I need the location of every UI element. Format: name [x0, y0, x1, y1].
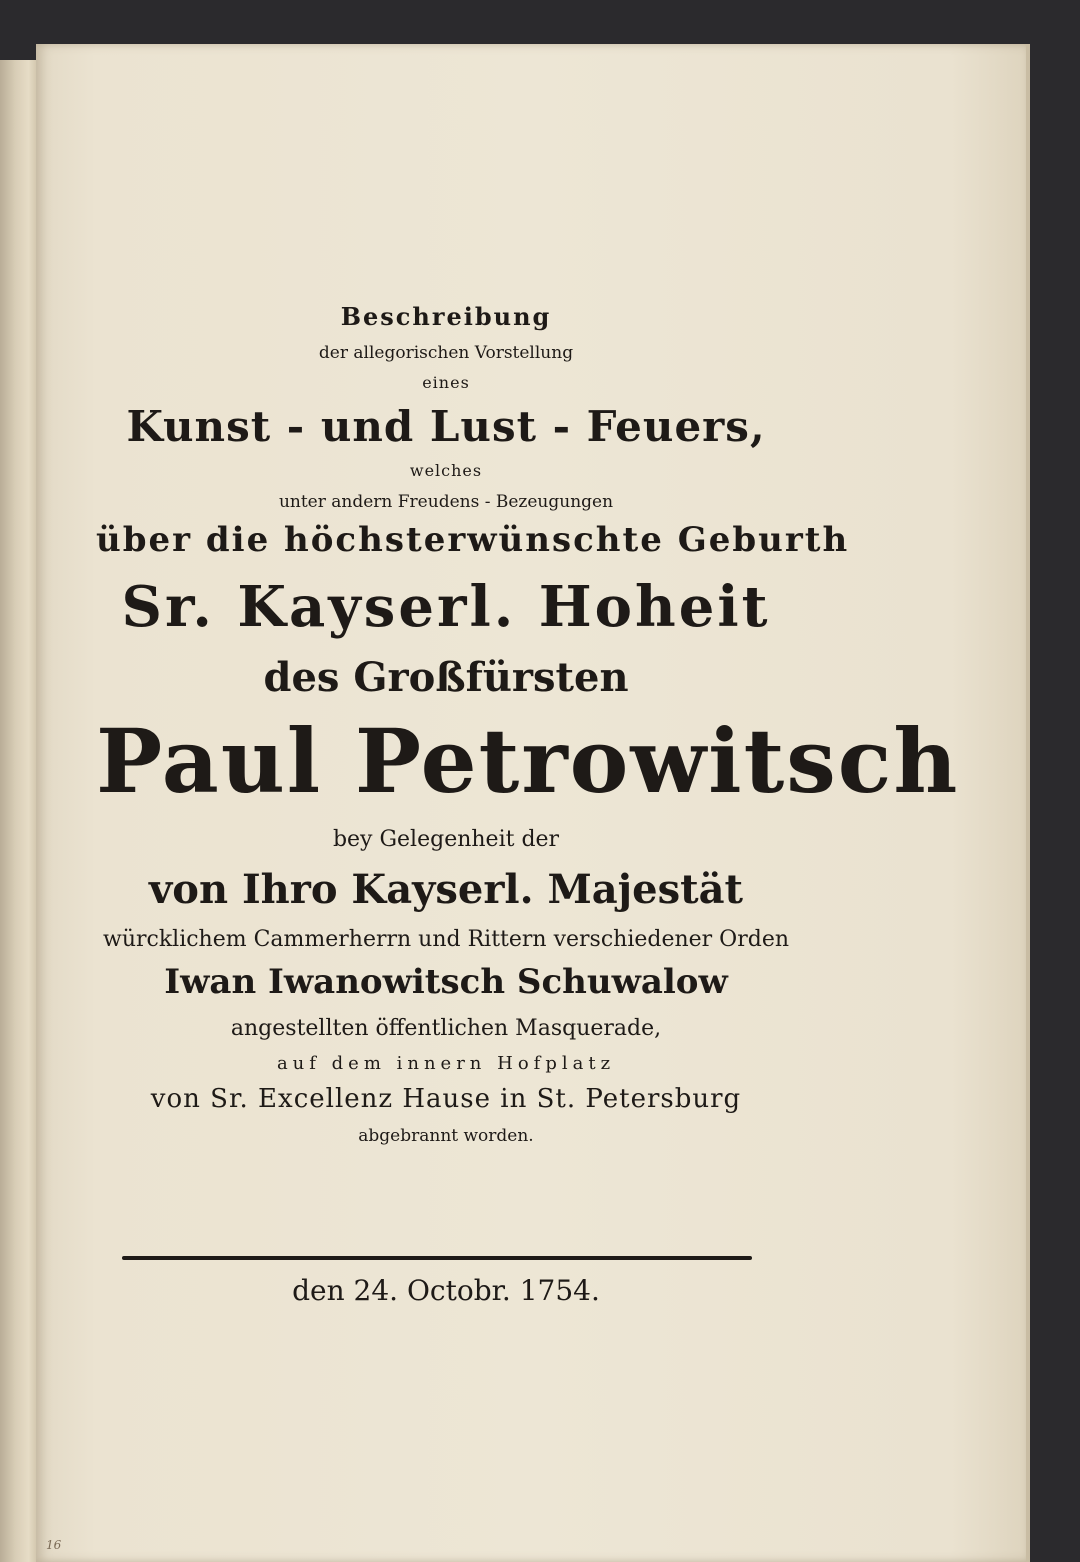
title-text-block: [96, 274, 960, 1146]
heading-beschreibung: Beschreibung: [340, 302, 552, 331]
line-kunst-und-lust-feuers: Kunst - und Lust - Feuers,: [126, 402, 766, 451]
title-page: [36, 44, 1030, 1562]
line-petersburg: von Sr. Excellenz Hause in St. Petersburg: [150, 1084, 742, 1114]
previous-page-edge: [0, 60, 39, 1562]
line-gelegenheit: bey Gelegenheit der: [332, 827, 560, 852]
line-masquerade: angestellten öffentlichen Masquerade,: [230, 1016, 662, 1041]
line-kayserl-hoheit: Sr. Kayserl. Hoheit: [121, 574, 771, 640]
line-eines: eines: [422, 373, 470, 392]
line-abgebrannt: abgebrannt worden.: [358, 1126, 534, 1146]
line-schuwalow: Iwan Iwanowitsch Schuwalow: [164, 962, 728, 1002]
horizontal-rule: [122, 1256, 752, 1260]
line-grossfuersten: des Großfürsten: [263, 654, 629, 701]
date-line: den 24. Octobr. 1754.: [292, 1274, 600, 1307]
line-paul-petrowitsch: Paul Petrowitsch: [96, 709, 960, 813]
line-majestaet: von Ihro Kayserl. Majestät: [149, 866, 743, 913]
line-cammerherrn: würcklichem Cammerherrn und Rittern verschiedener Orden: [102, 927, 790, 952]
page-edge: [1026, 44, 1030, 1562]
line-allegorischen: der allegorischen Vorstellung: [318, 343, 574, 363]
line-hofplatz: auf dem innern Hofplatz: [276, 1053, 616, 1074]
line-geburth: über die höchsterwünschte Geburth: [96, 520, 850, 560]
line-welches: welches: [409, 461, 483, 480]
folio-number: 16: [46, 1538, 62, 1552]
line-freudens-bezeugungen: unter andern Freudens - Bezeugungen: [278, 492, 614, 512]
